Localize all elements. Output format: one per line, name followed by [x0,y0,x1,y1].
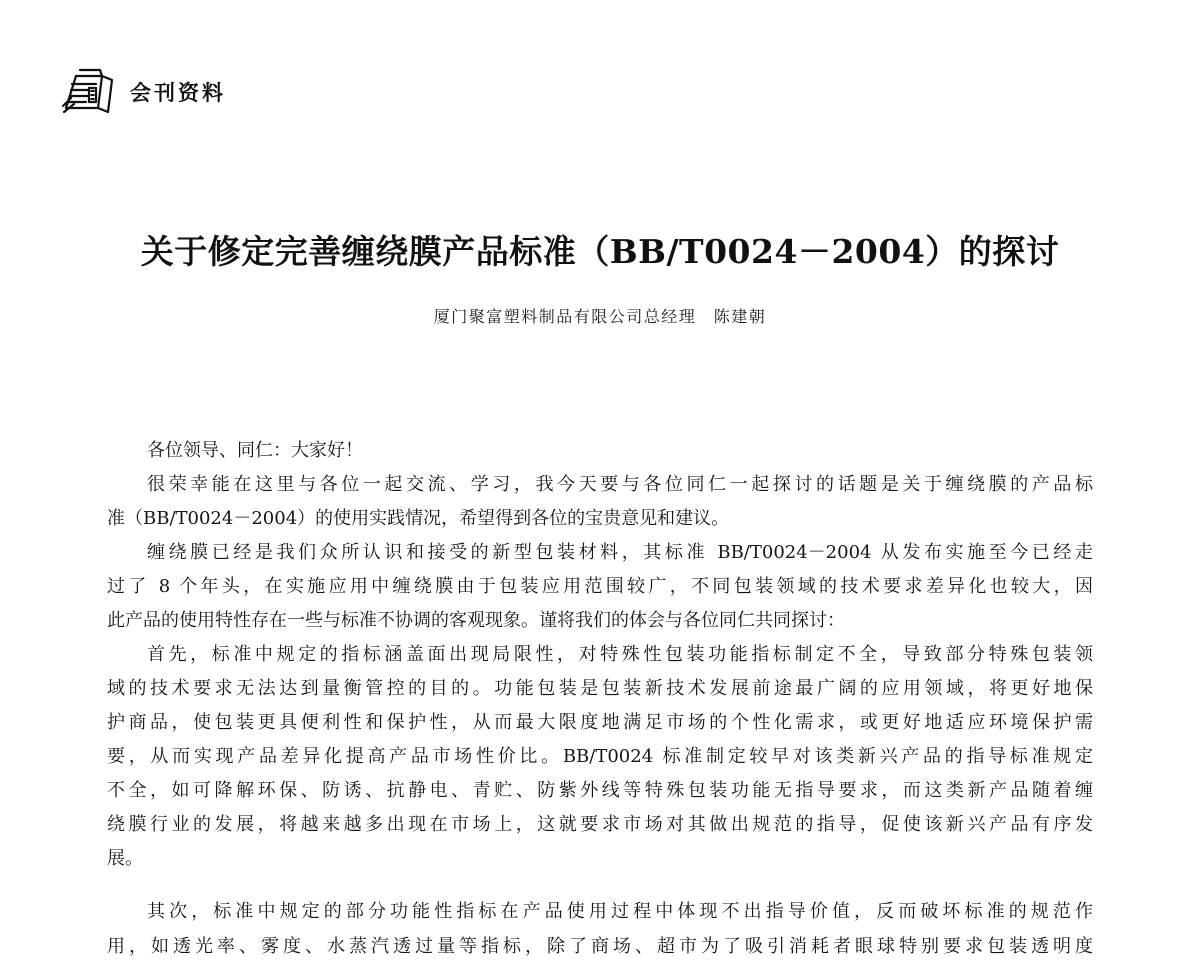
body-line: 准（BB/T0024－2004）的使用实践情况，希望得到各位的宝贵意见和建议。 [107,508,730,529]
body-line: 首先，标准中规定的指标涵盖面出现局限性，对特殊性包装功能指标制定不全，导致部分特殊包装领 [147,644,1093,665]
section-label: 会刊资料 [130,81,226,105]
body-line: 展。 [107,848,143,869]
article-title: 关于修定完善缠绕膜产品标准（BB/T0024－2004）的探讨 [140,232,1060,271]
body-line: 过了 8 个年头，在实施应用中缠绕膜由于包装应用范围较广，不同包装领域的技术要求差异化也较大，因 [107,576,1093,597]
body-line: 很荣幸能在这里与各位一起交流、学习，我今天要与各位同仁一起探讨的话题是关于缠绕膜的产品标 [147,474,1093,495]
body-line: 域的技术要求无法达到量衡管控的目的。功能包装是包装新技术发展前途最广阔的应用领域，将更好地保 [107,678,1093,699]
body-line: 此产品的使用特性存在一些与标准不协调的客观现象。谨将我们的体会与各位同仁共同探讨： [107,610,845,631]
body-line: 要，从而实现产品差异化提高产品市场性价比。BB/T0024 标准制定较早对该类新兴产品的指导标准规定 [107,746,1093,767]
section-header [62,68,226,116]
body-line: 用，如透光率、雾度、水蒸汽透过量等指标，除了商场、超市为了吸引消耗者眼球特别要求包装透明度 [107,936,1093,957]
body-line: 其次，标准中规定的部分功能性指标在产品使用过程中体现不出指导价值，反而破坏标准的规范作 [147,901,1093,922]
greeting-line: 各位领导、同仁：大家好！ [147,440,363,461]
body-line: 绕膜行业的发展，将越来越多出现在市场上，这就要求市场对其做出规范的指导，促使该新兴产品有序发 [107,814,1093,835]
document-fax-icon [62,68,120,116]
body-line: 不全，如可降解环保、防诱、抗静电、青贮、防紫外线等特殊包装功能无指导要求，而这类新产品随着缠 [107,780,1093,801]
body-line: 缠绕膜已经是我们众所认识和接受的新型包装材料，其标准 BB/T0024－2004 从发布实施至今已经走 [147,542,1093,563]
body-line: 护商品，使包装更具便利性和保护性，从而最大限度地满足市场的个性化需求，或更好地适应环境保护需 [107,712,1093,733]
author-byline: 厦门聚富塑料制品有限公司总经理 陈建朝 [433,307,767,326]
